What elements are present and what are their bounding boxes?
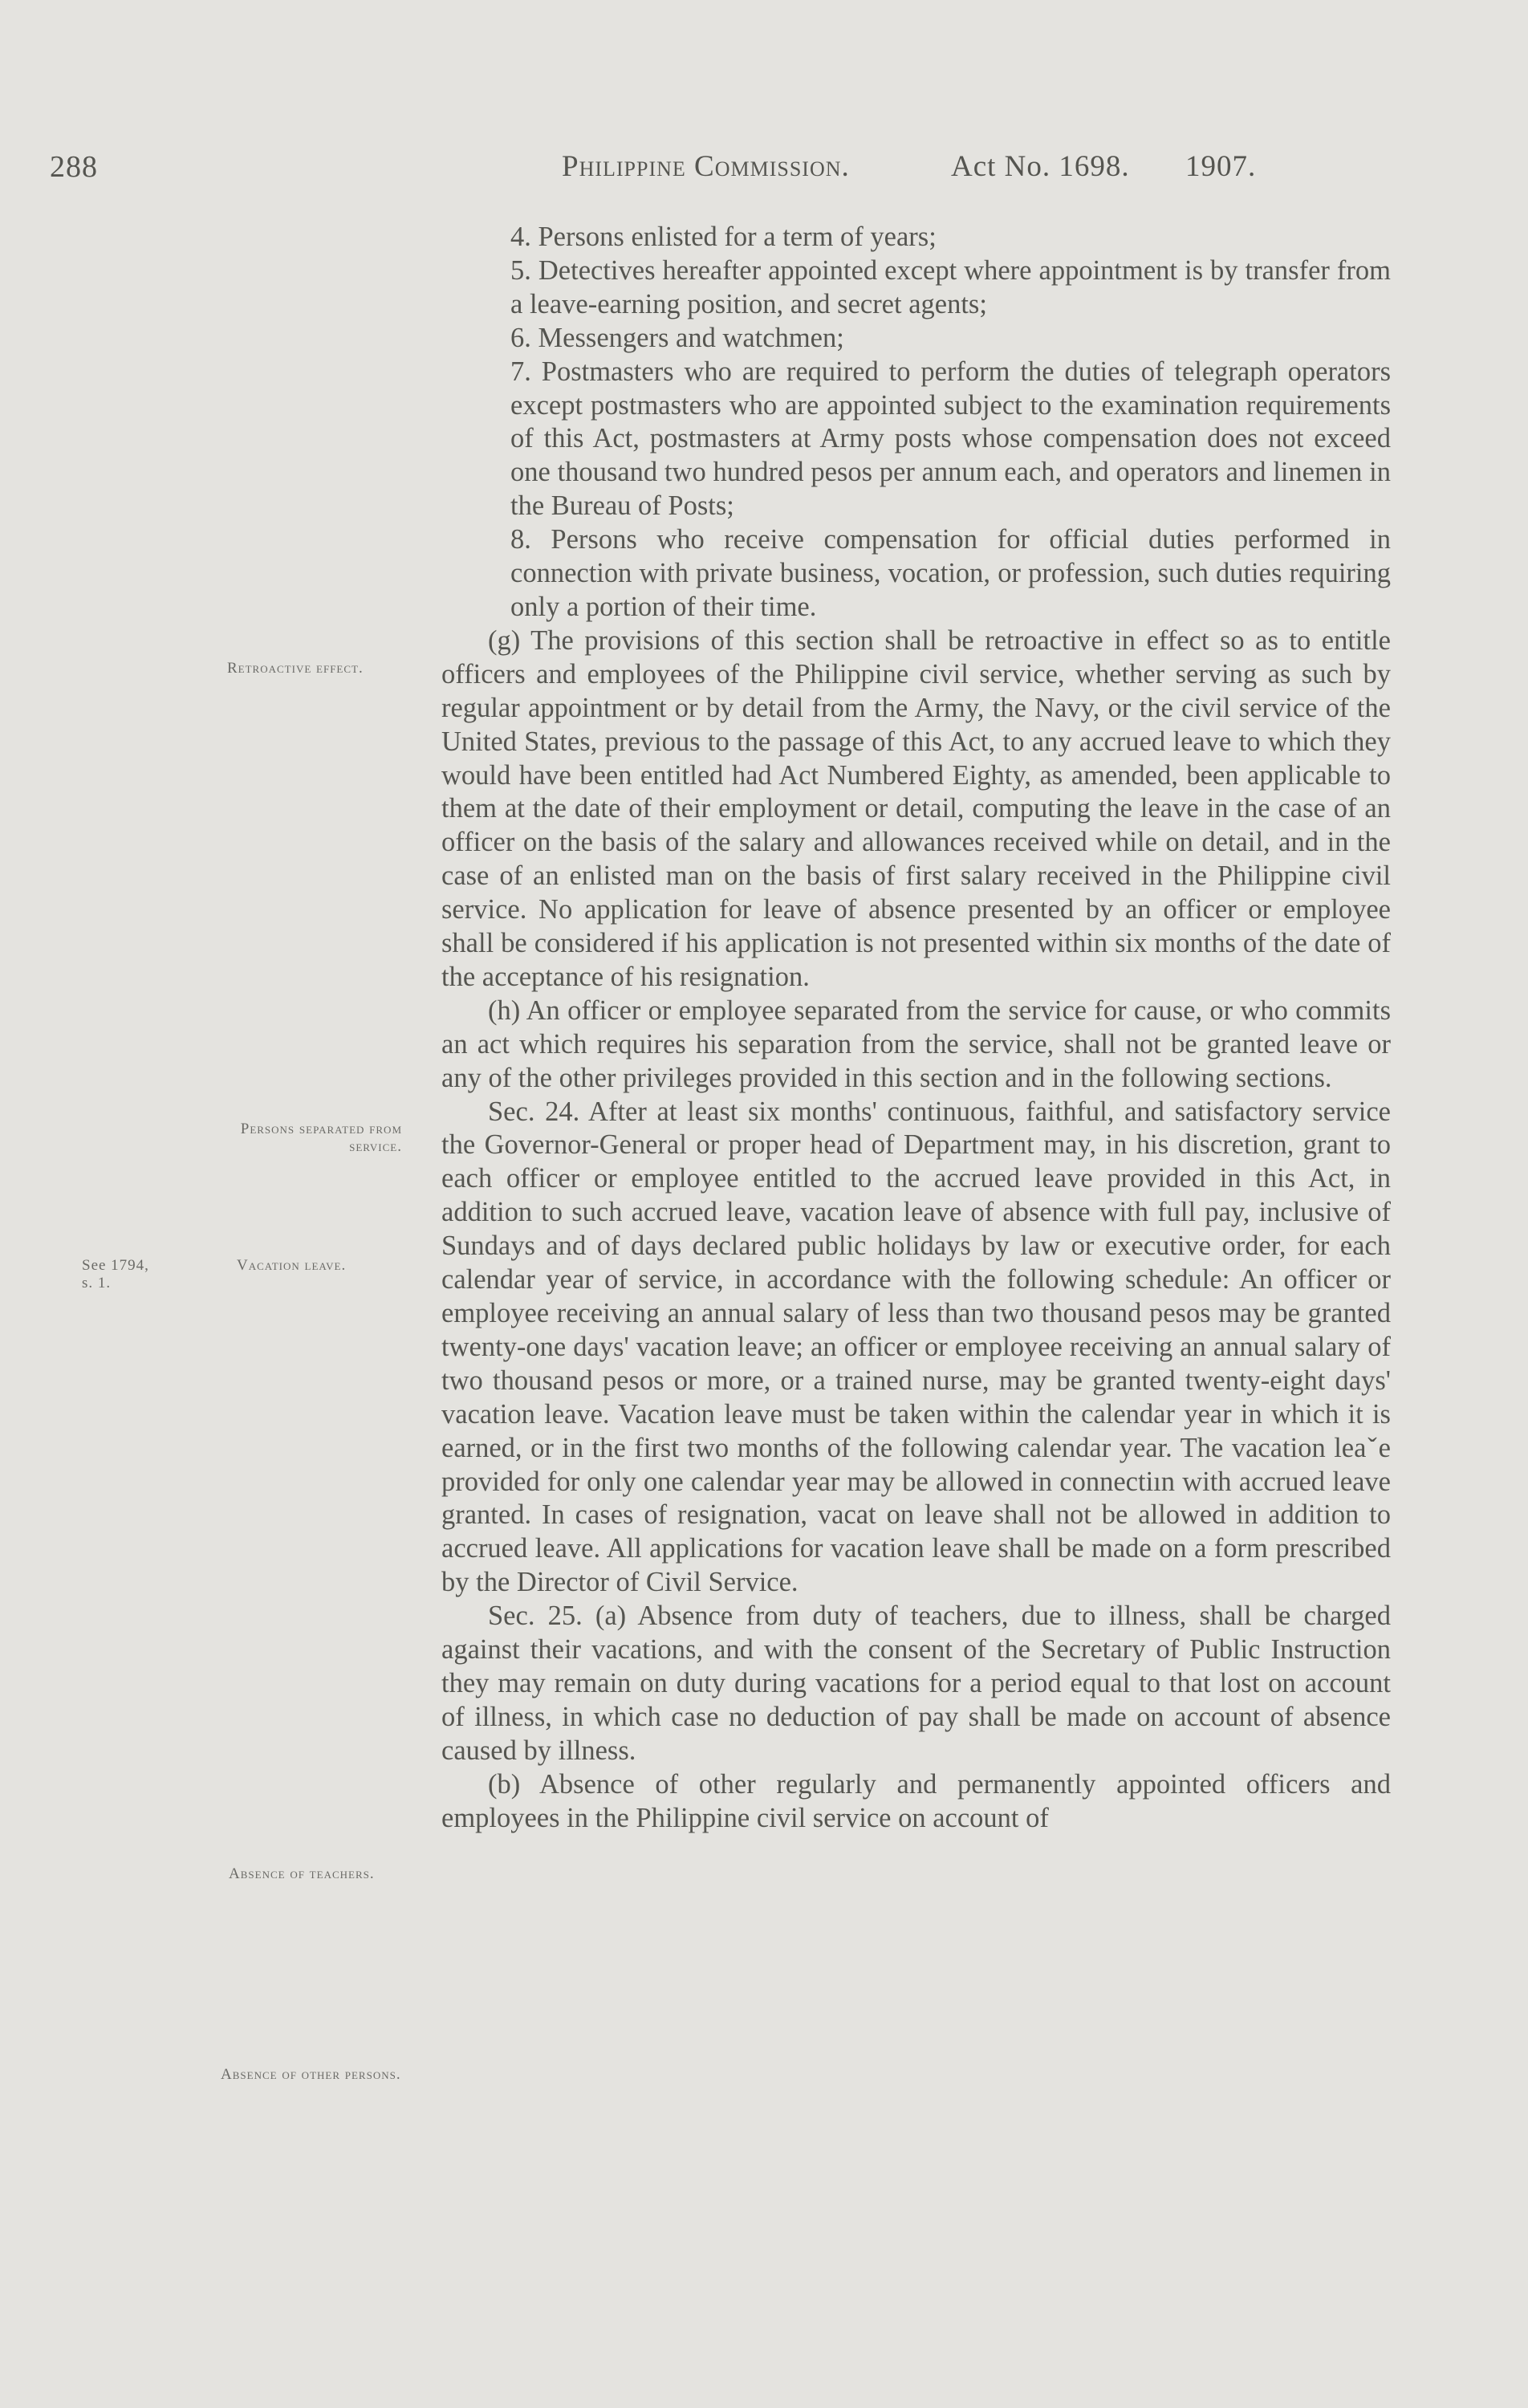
margin-note-absence-other: Absence of other persons. [221, 2066, 401, 2083]
paragraph-b: (b) Absence of other regularly and permanently appointed officers and employees in the Philippine civil service on account of [441, 1768, 1391, 1833]
body-text [441, 221, 1391, 1836]
list-item-5: 5. Detectives hereafter appointed except where appointment is by transfer from a leave-earning position, and secret agents; [510, 254, 1391, 319]
list-item-4: 4. Persons enlisted for a term of years; [510, 222, 937, 252]
margin-section-reference [82, 1257, 186, 1292]
section-reference-line-2: s. 1. [82, 1275, 112, 1291]
margin-note-vacation-leave: Vacation leave. [237, 1257, 347, 1274]
margin-note-retroactive: Retroactive effect. [227, 660, 364, 677]
margin-note-absence-teachers: Absence of teachers. [229, 1865, 375, 1882]
list-item-6: 6. Messengers and watchmen; [510, 322, 844, 353]
list-item-8: 8. Persons who receive compensation for official duties performed in connection with private business, vocation, or profession, such duties requiring only a portion of their time. [510, 524, 1391, 622]
act-number: Act No. 1698. [951, 150, 1130, 183]
page-number: 288 [50, 150, 98, 184]
paragraph-h: (h) An officer or employee separated from the service for cause, or who commits an act which requires his separation from the service, shall not be granted leave or any of the other privileges provided in this section and in the following sections. [441, 995, 1391, 1093]
list-item-7: 7. Postmasters who are required to perform the duties of telegraph operators except postmasters who are appointed subject to the examination requirements of this Act, postmasters at Army posts whose compensation does not exceed one thousand two hundred pesos per annum each, and operators and linemen in the Bureau of Posts; [510, 356, 1391, 522]
year: 1907. [1185, 150, 1257, 183]
section-reference-line-1: See 1794, [82, 1257, 149, 1274]
section-24: Sec. 24. After at least six months' continuous, faithful, and satisfactory service the Governor-General or proper head of Department may, in his discretion, grant to each officer or employee entitled to the accrued leave provided in this Act, in addition to such accrued leave, vacation leave of absence with full pay, inclusive of Sundays and of days declared public holidays by law or executive order, for each calendar year of service, in accordance with the following schedule: An officer or employee receiving an annual salary of less than two thousand pesos may be granted twenty-one days' vacation leave; an officer or employee receiving an annual salary of two thousand pesos or more, or a trained nurse, may be granted twenty-eight days' vacation leave. Vacation leave must be taken within the calendar year in which it is earned, or in the first two months of the following calendar year. The vacation leaˇe provided for only one calendar year may be allowed in connectiın with accrued leave granted. In cases of resignation, vacat on leave shall not be allowed in addition to accrued leave. All applications for vacation leave shall be made on a form prescribed by the Director of Civil Service. [441, 1096, 1391, 1598]
running-title: Philippine Commission. [562, 150, 850, 183]
paragraph-g: (g) The provisions of this section shall be retroactive in effect so as to entitle officers and employees of the Philippine civil service, whether serving as such by regular appointment or by detail from the Army, the Navy, or the civil service of the United States, previous to the passage of this Act, to any accrued leave to which they would have been entitled had Act Numbered Eighty, as amended, been applicable to them at the date of their employment or detail, computing the leave in the case of an officer on the basis of the salary and allowances received while on detail, and in the case of an enlisted man on the basis of first salary received in the Philippine civil service. No application for leave of absence presented by an officer or employee shall be considered if his application is not presented within six months of the date of the acceptance of his resignation. [441, 624, 1391, 992]
margin-note-persons-separated: Persons separated from service. [240, 1121, 402, 1155]
running-head [0, 149, 1528, 197]
section-25-a: Sec. 25. (a) Absence from duty of teachers, due to illness, shall be charged against their vacations, and with the consent of the Secretary of Public Instruction they may remain on duty during vacations for a period equal to that lost on account of illness, in which case no deduction of pay shall be made on account of absence caused by illness. [441, 1601, 1391, 1766]
